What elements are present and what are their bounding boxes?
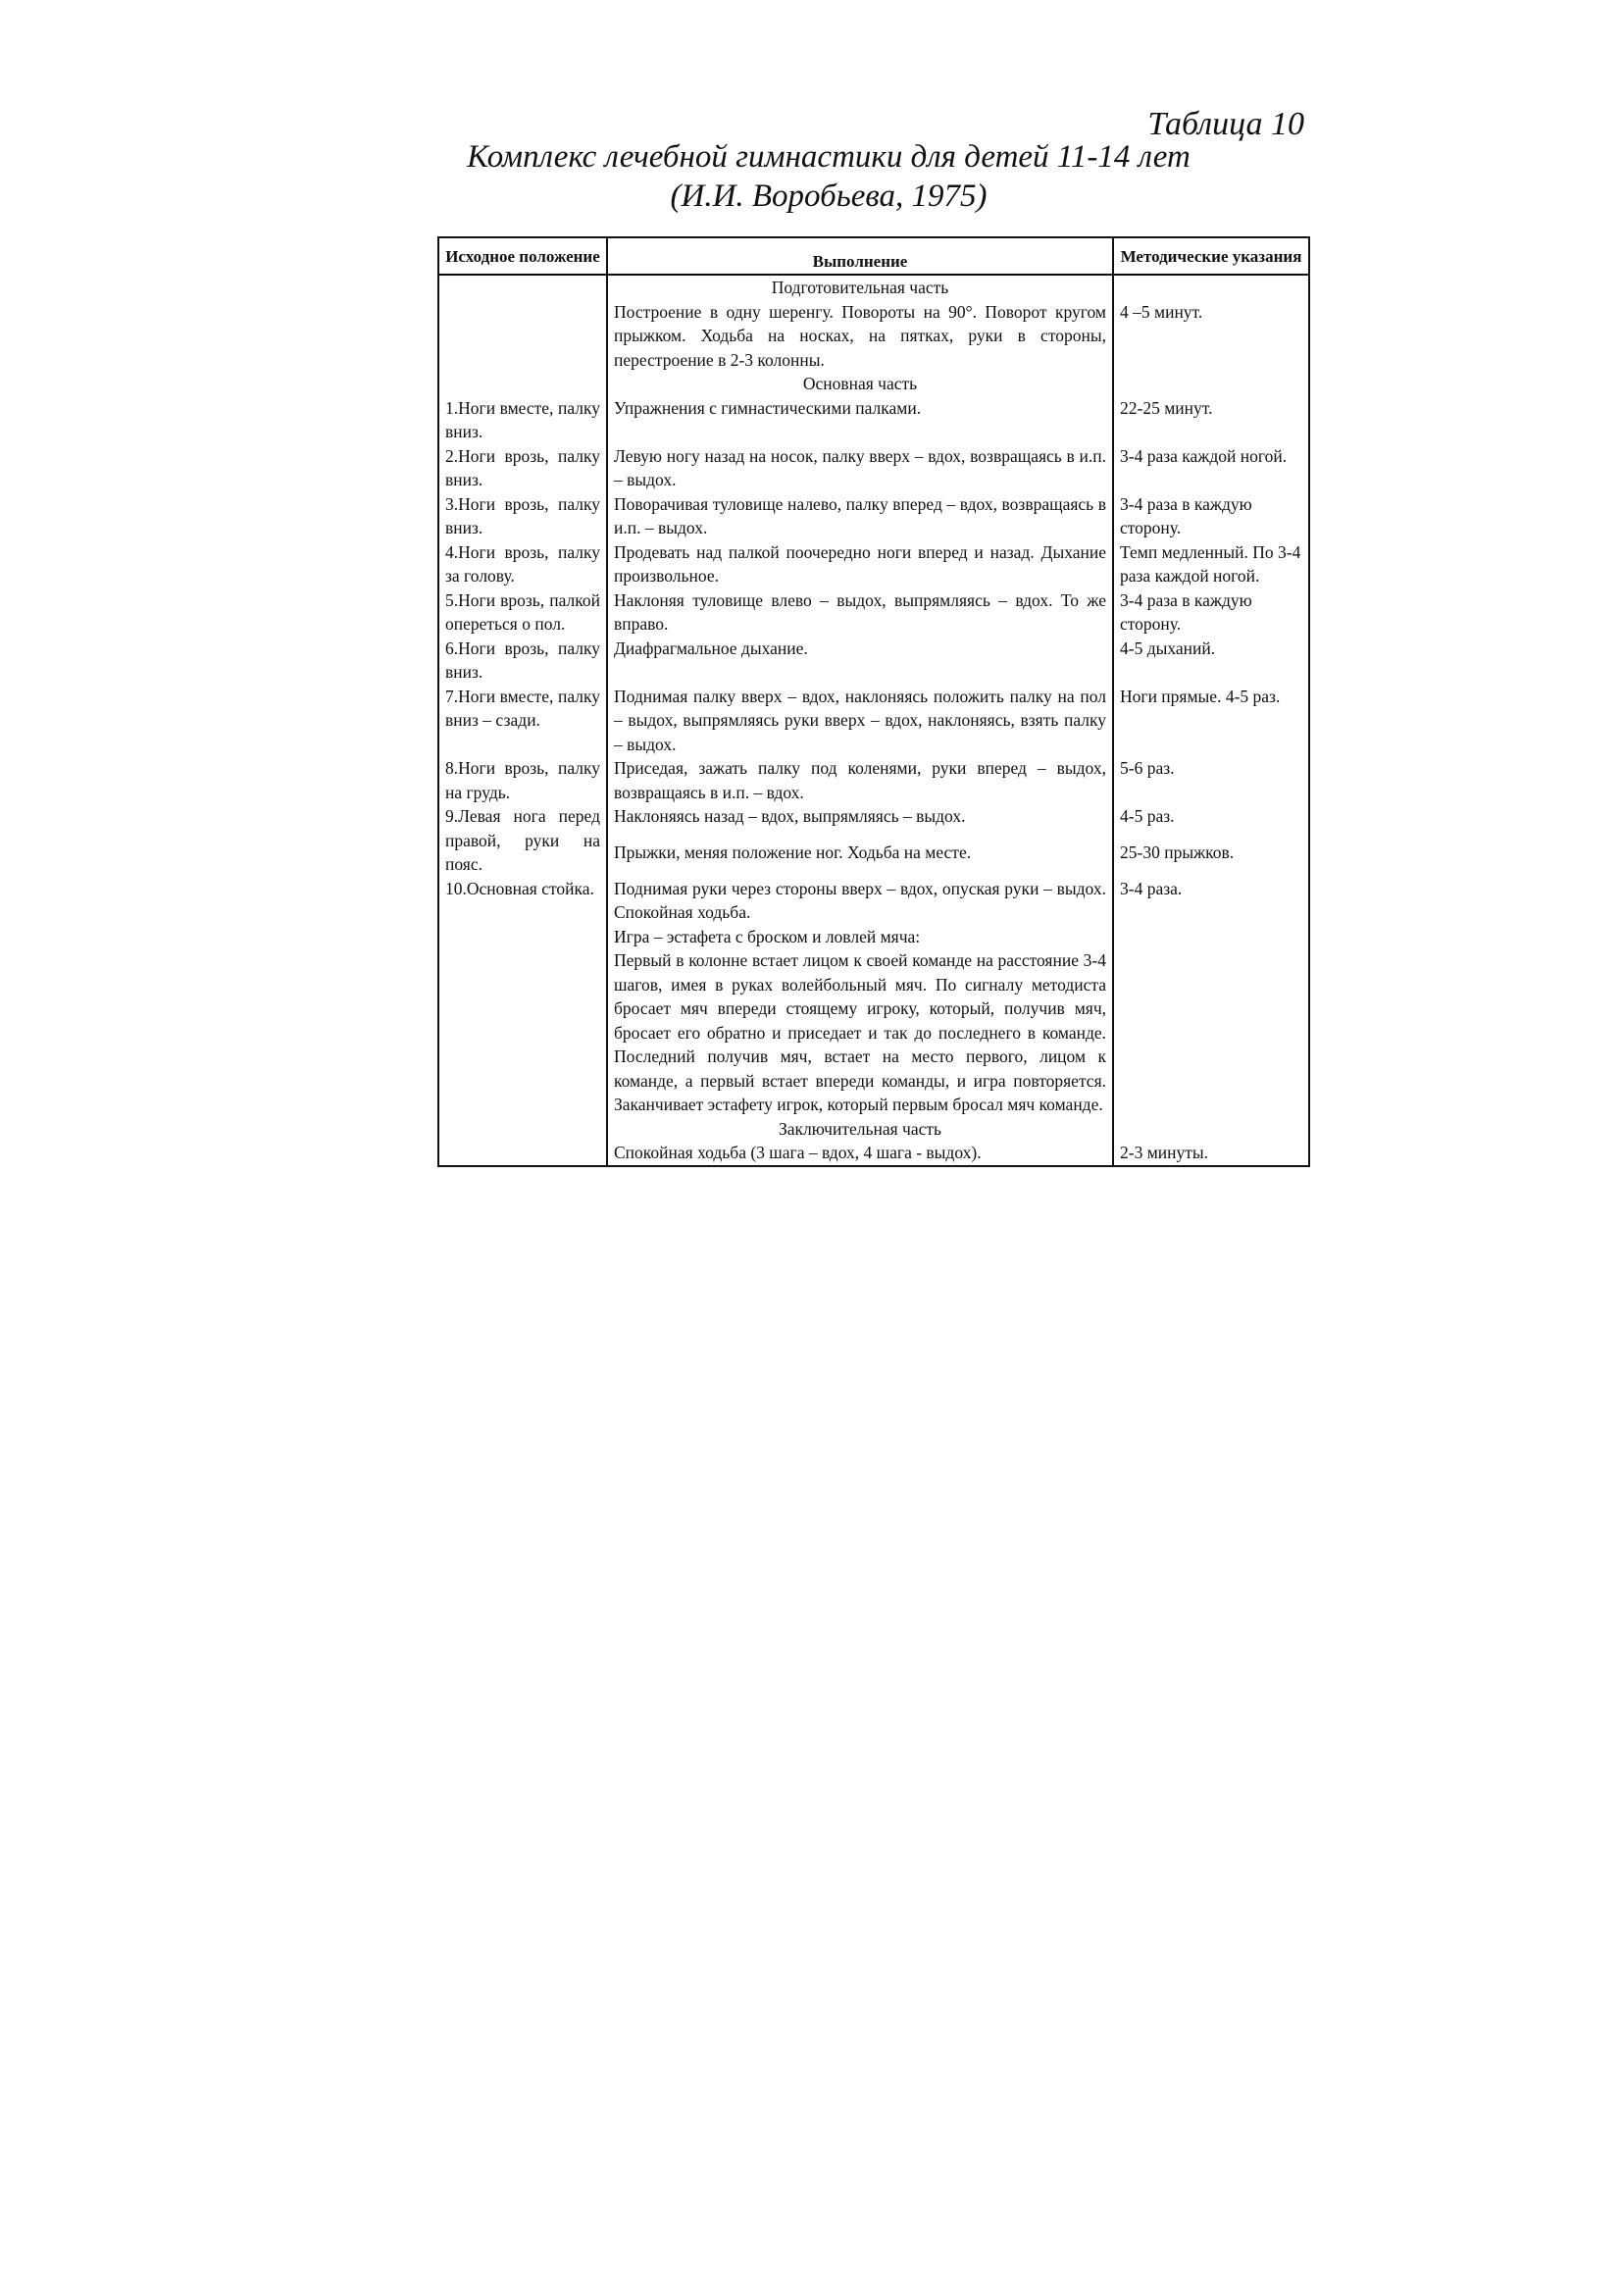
final-text: Спокойная ходьба (3 шага – вдох, 4 шага - выдох). (607, 1141, 1113, 1166)
row-action: Упражнения с гимнастическими палками. (607, 396, 1113, 444)
row-position: 5.Ноги врозь, палкой опереться о пол. (438, 588, 607, 637)
row-note: 4-5 раз. (1113, 804, 1309, 841)
table-row (438, 444, 1309, 492)
row-position: 7.Ноги вместе, палку вниз – сзади. (438, 685, 607, 757)
row-note: 4-5 дыханий. (1113, 637, 1309, 685)
prep-note: 4 –5 минут. (1113, 300, 1309, 373)
header-execution: Выполнение (607, 237, 1113, 275)
section-main: Основная часть (607, 372, 1113, 396)
header-guidelines: Методические указания (1113, 237, 1309, 275)
row-action: Продевать над палкой поочередно ноги вперед и назад. Дыхание произвольное. (607, 540, 1113, 588)
row-action: Поднимая палку вверх – вдох, наклоняясь положить палку на пол – выдох, выпрямляясь руки вверх – вдох, наклоняясь, взять палку – выдох. (607, 685, 1113, 757)
row-note: 5-6 раз. (1113, 756, 1309, 804)
row-position: 1.Ноги вместе, палку вниз. (438, 396, 607, 444)
title-line-2: (И.И. Воробьева, 1975) (670, 179, 988, 214)
section-row-preparatory (438, 275, 1309, 300)
table-row (438, 877, 1309, 925)
row-note: Темп медленный. По 3-4 раза каждой ногой. (1113, 540, 1309, 588)
row-position: 3.Ноги врозь, палку вниз. (438, 492, 607, 540)
row-action: Диафрагмальное дыхание. (607, 637, 1113, 685)
row-action: Игра – эстафета с броском и ловлей мяча: (607, 925, 1113, 949)
final-note: 2-3 минуты. (1113, 1141, 1309, 1166)
row-note: 3-4 раза в каждую сторону. (1113, 492, 1309, 540)
row-note: Ноги прямые. 4-5 раз. (1113, 685, 1309, 757)
table-row (438, 396, 1309, 444)
title-line-1: Комплекс лечебной гимнастики для детей 11-14 лет (467, 139, 1191, 175)
document-title (412, 137, 1245, 216)
row-action: Поднимая руки через стороны вверх – вдох, опуская руки – выдох. Спокойная ходьба. (607, 877, 1113, 925)
row-position: 2.Ноги врозь, палку вниз. (438, 444, 607, 492)
table-row (438, 588, 1309, 637)
row-position: 4.Ноги врозь, палку за голову. (438, 540, 607, 588)
row-action: Наклоняя туловище влево – выдох, выпрямляясь – вдох. То же вправо. (607, 588, 1113, 637)
row-action: Первый в колонне встает лицом к своей команде на расстояние 3-4 шагов, имея в руках волейбольный мяч. По сигналу методиста бросает мяч впереди стоящему игроку, который, получив мяч, бросает его обратно и приседает и так до последнего в команде. Последний получив мяч, встает на место первого, лицом к команде, а первый встает впереди команды, и игра повторяется. Заканчивает эстафету игрок, который первым бросал мяч команде. (607, 948, 1113, 1117)
table-number: Таблица 10 (1147, 106, 1304, 142)
row-position: 9.Левая нога перед правой, руки на пояс. (438, 804, 607, 877)
row-note: 3-4 раза. (1113, 877, 1309, 925)
table-row (438, 637, 1309, 685)
table-row (438, 685, 1309, 757)
row-action: Левую ногу назад на носок, палку вверх – вдох, возвращаясь в и.п. – выдох. (607, 444, 1113, 492)
row-action: Приседая, зажать палку под коленями, руки вперед – выдох, возвращаясь в и.п. – вдох. (607, 756, 1113, 804)
row-position: 10.Основная стойка. (438, 877, 607, 925)
header-initial-position: Исходное положение (438, 237, 607, 275)
table-header-row (438, 237, 1309, 275)
section-final: Заключительная часть (607, 1117, 1113, 1142)
table-row (438, 756, 1309, 804)
table-row (438, 948, 1309, 1117)
row-note: 3-4 раза в каждую сторону. (1113, 588, 1309, 637)
row-action: Наклоняясь назад – вдох, выпрямляясь – выдох. (607, 804, 1113, 841)
table-row (438, 492, 1309, 540)
prep-text: Построение в одну шеренгу. Повороты на 90°. Поворот кругом прыжком. Ходьба на носках, на пятках, руки в стороны, перестроение в 2-3 колонны. (607, 300, 1113, 373)
row-note: 3-4 раза каждой ногой. (1113, 444, 1309, 492)
table-row (438, 540, 1309, 588)
table-row (438, 1141, 1309, 1166)
row-action: Прыжки, меняя положение ног. Ходьба на месте. (607, 841, 1113, 877)
row-position: 8.Ноги врозь, палку на грудь. (438, 756, 607, 804)
row-note: 25-30 прыжков. (1113, 841, 1309, 877)
section-row-main (438, 372, 1309, 396)
table-row (438, 804, 1309, 841)
section-row-final (438, 1117, 1309, 1142)
exercise-table (437, 236, 1310, 1167)
table-row (438, 300, 1309, 373)
row-note: 22-25 минут. (1113, 396, 1309, 444)
section-preparatory: Подготовительная часть (607, 275, 1113, 300)
row-position: 6.Ноги врозь, палку вниз. (438, 637, 607, 685)
table-row (438, 925, 1309, 949)
row-action: Поворачивая туловище налево, палку вперед – вдох, возвращаясь в и.п. – выдох. (607, 492, 1113, 540)
